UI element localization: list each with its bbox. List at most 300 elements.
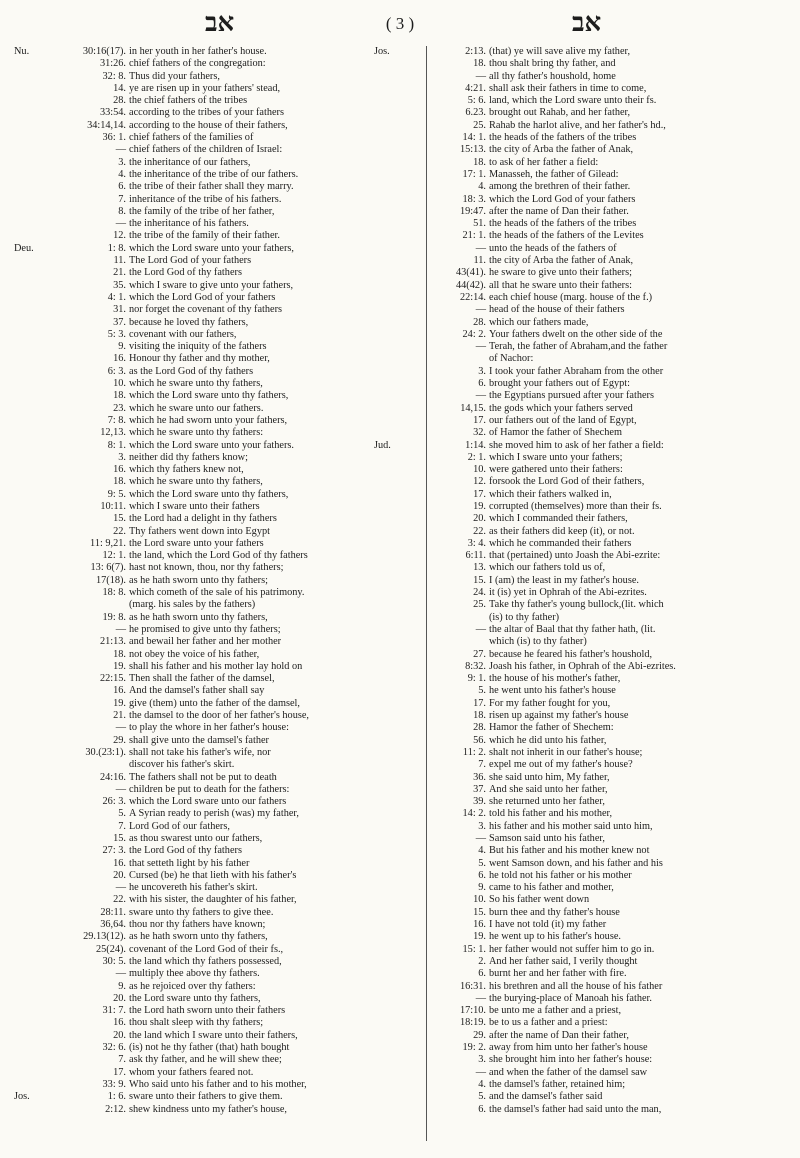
concordance-entry (72, 808, 420, 820)
verse-reference: — (475, 1066, 486, 1078)
verse-reference: 5. (478, 857, 486, 869)
entry-text: shall ask their fathers in time to come, (489, 82, 647, 94)
entry-text: And her father said, I verily thought (489, 955, 638, 967)
verse-reference: 14: 1. (462, 132, 486, 144)
entry-text: and the damsel's father said (489, 1091, 603, 1103)
verse-reference: 17. (473, 414, 486, 426)
concordance-entry (432, 575, 780, 587)
entry-text: Hamor the father of Shechem: (489, 722, 614, 734)
concordance-entry (432, 366, 780, 378)
concordance-entry (432, 526, 780, 538)
entry-text: give (them) unto the father of the damsel, (129, 697, 300, 709)
verse-reference: 6: 3. (107, 365, 126, 377)
concordance-entry (432, 747, 780, 759)
verse-reference: — (115, 783, 126, 795)
verse-reference: 1:14. (465, 439, 486, 451)
entry-text: Thy fathers went down into Egypt (129, 525, 270, 537)
verse-reference: 18: 3. (462, 193, 486, 205)
concordance-entry (72, 415, 420, 427)
entry-text: according to the house of their fathers, (129, 119, 288, 131)
verse-reference: 10:11. (100, 500, 126, 512)
entry-text: away from him unto her father's house (489, 1042, 648, 1054)
concordance-entry (432, 772, 780, 784)
verse-reference: 17:10. (459, 1005, 486, 1017)
verse-reference: 8: 1. (107, 439, 126, 451)
entry-text: she returned unto her father, (489, 796, 605, 808)
verse-reference: — (475, 992, 486, 1004)
concordance-entry (432, 1005, 780, 1017)
concordance-entry (432, 95, 780, 107)
verse-reference: 3. (478, 365, 486, 377)
concordance-entry (72, 157, 420, 169)
concordance-entry (72, 772, 420, 784)
entry-text: as he hath sworn unto thy fathers, (129, 931, 268, 943)
entry-text: ye are risen up in your fathers' stead, (129, 82, 281, 94)
entry-text: sware unto their fathers to give them. (129, 1091, 283, 1103)
entry-text: which the Lord sware unto your fathers, (129, 242, 294, 254)
verse-reference: 1: 6. (107, 1091, 126, 1103)
entry-text: our fathers out of the land of Egypt, (489, 414, 637, 426)
concordance-entry (72, 759, 420, 771)
page-number: ( 3 ) (385, 14, 415, 33)
verse-reference: — (475, 341, 486, 353)
verse-reference: 20. (113, 1029, 126, 1041)
concordance-entry (432, 710, 780, 722)
concordance-entry (432, 181, 780, 193)
entry-text: multiply thee above thy fathers. (129, 968, 260, 980)
entry-text: Rahab the harlot alive, and her father's hd., (489, 119, 666, 131)
entry-text: told his father and his mother, (489, 808, 613, 820)
concordance-entry (14, 46, 420, 58)
verse-reference: 5: 6. (467, 95, 486, 107)
verse-reference: 31:26. (99, 58, 126, 70)
concordance-entry (72, 550, 420, 562)
entry-text: to ask of her father a field: (489, 156, 599, 168)
concordance-entry (72, 612, 420, 624)
concordance-entry (432, 304, 780, 316)
verse-reference: — (475, 304, 486, 316)
verse-reference: 39. (473, 796, 486, 808)
concordance-entry (72, 1104, 420, 1116)
concordance-entry (72, 894, 420, 906)
concordance-entry (72, 710, 420, 722)
concordance-entry (374, 439, 780, 452)
concordance-entry (72, 58, 420, 70)
entry-text: as the Lord God of thy fathers (129, 365, 254, 377)
entry-text: the Egyptians pursued after your fathers (489, 390, 654, 402)
verse-reference: 29.13(12). (83, 931, 126, 943)
entry-text: which he did unto his father, (489, 734, 607, 746)
concordance-entry (72, 181, 420, 193)
entry-text: which I sware unto their fathers (129, 500, 260, 512)
verse-reference: 22. (113, 525, 126, 537)
verse-reference: 15. (473, 574, 486, 586)
entry-text: shall give unto the damsel's father (129, 734, 269, 746)
concordance-entry (432, 476, 780, 488)
verse-reference: 22. (113, 894, 126, 906)
book-abbreviation: Deu. (14, 242, 34, 254)
entry-text: shalt not inherit in our father's house; (489, 746, 643, 758)
verse-reference: 21:13. (99, 636, 126, 648)
concordance-entry (432, 280, 780, 292)
entry-text: of Nachor: (489, 353, 534, 365)
verse-reference: 9. (478, 882, 486, 894)
concordance-entry (432, 931, 780, 943)
concordance-entry (432, 1091, 780, 1103)
entry-text: A Syrian ready to perish (was) my father, (129, 808, 300, 820)
verse-reference: 5. (118, 808, 126, 820)
verse-reference: 28. (473, 316, 486, 328)
entry-text: which he sware unto thy fathers, (129, 378, 263, 390)
entry-text: as he hath sworn unto thy fathers; (129, 574, 268, 586)
verse-reference: 6. (478, 968, 486, 980)
concordance-entry (432, 550, 780, 562)
entry-text: be to us a father and a priest: (489, 1017, 608, 1029)
verse-reference: 12. (113, 230, 126, 242)
entry-text: all thy father's houshold, home (489, 70, 616, 82)
concordance-entry (72, 599, 420, 611)
entry-text: head of the house of their fathers (489, 304, 625, 316)
concordance-entry (72, 944, 420, 956)
verse-reference: 4. (478, 845, 486, 857)
concordance-entry (432, 735, 780, 747)
verse-reference: 15: 1. (462, 943, 486, 955)
entry-text: as thou swarest unto our fathers, (129, 833, 263, 844)
entry-text: according to the tribes of your fathers (129, 107, 284, 119)
entry-text: shew kindness unto my father's house, (129, 1103, 288, 1115)
concordance-entry (72, 858, 420, 870)
concordance-entry (72, 1030, 420, 1042)
verse-reference: 56. (473, 734, 486, 746)
concordance-entry (432, 501, 780, 513)
entry-text: nor forget the covenant of thy fathers (129, 304, 283, 316)
entry-text: Joash his father, in Ophrah of the Abi-ezrites. (489, 660, 676, 672)
verse-reference: 32. (473, 427, 486, 439)
entry-text: which thy fathers knew not, (129, 464, 244, 476)
concordance-entry (432, 685, 780, 697)
verse-reference: 19: 2. (462, 1042, 486, 1054)
verse-reference: 19. (113, 697, 126, 709)
verse-reference: 21. (113, 267, 126, 279)
concordance-entry (432, 661, 780, 673)
verse-reference: 16. (113, 1017, 126, 1029)
concordance-entry (432, 612, 780, 624)
book-abbreviation: Jud. (374, 439, 391, 451)
concordance-entry (72, 501, 420, 513)
entry-text: visiting the iniquity of the fathers (129, 341, 267, 353)
concordance-entry (432, 267, 780, 279)
entry-text: land, which the Lord sware unto their fs. (489, 95, 657, 107)
concordance-entry (72, 267, 420, 279)
concordance-entry (72, 870, 420, 882)
verse-reference: 21. (113, 710, 126, 722)
verse-reference: 3. (118, 156, 126, 168)
verse-reference: 4. (118, 168, 126, 180)
entry-text: the heads of the fathers of the Levites (489, 230, 644, 242)
verse-reference: 18: 8. (102, 587, 126, 599)
concordance-entry (432, 1067, 780, 1079)
verse-reference: 4. (478, 181, 486, 193)
entry-text: which he had sworn unto your fathers, (129, 414, 288, 426)
verse-reference: 30: 5. (102, 955, 126, 967)
entry-text: the burying-place of Manoah his father. (489, 992, 652, 1004)
entry-text: that (pertained) unto Joash the Abi-ezrite: (489, 550, 661, 562)
concordance-entry (72, 1054, 420, 1066)
concordance-entry (432, 1079, 780, 1091)
verse-reference: 25(24). (95, 943, 126, 955)
entry-text: So his father went down (489, 894, 590, 906)
entry-text: the land which I sware unto their fathers, (129, 1029, 298, 1041)
concordance-entry (432, 378, 780, 390)
verse-reference: 13: 6(7). (90, 562, 126, 574)
entry-text: which our fathers made, (489, 316, 589, 328)
concordance-entry (432, 107, 780, 119)
entry-text: which he sware unto thy fathers, (129, 476, 263, 488)
entry-text: which I sware unto your fathers; (489, 451, 623, 463)
entry-text: because he loved thy fathers, (129, 316, 249, 328)
verse-reference: 18. (113, 648, 126, 660)
concordance-entry (72, 796, 420, 808)
verse-reference: — (475, 390, 486, 402)
concordance-entry (72, 206, 420, 218)
concordance-entry (432, 882, 780, 894)
concordance-entry (432, 993, 780, 1005)
concordance-entry (432, 722, 780, 734)
concordance-entry (432, 894, 780, 906)
concordance-entry (432, 169, 780, 181)
entry-text: chief fathers of the families of (129, 132, 254, 144)
concordance-entry (72, 120, 420, 132)
concordance-entry (72, 218, 420, 230)
concordance-entry (432, 230, 780, 242)
verse-reference: 3. (118, 451, 126, 463)
concordance-entry (72, 698, 420, 710)
concordance-entry (72, 747, 420, 759)
verse-reference: 11. (473, 255, 486, 267)
concordance-entry (432, 464, 780, 476)
entry-text: corrupted (themselves) more than their fs. (489, 500, 662, 512)
entry-text: among the brethren of their father. (489, 181, 631, 193)
concordance-entry (72, 194, 420, 206)
entry-text: the inheritance of his fathers. (129, 218, 249, 230)
entry-text: the damsel to the door of her father's house, (129, 710, 309, 722)
verse-reference: 19: 8. (102, 611, 126, 623)
concordance-entry (432, 513, 780, 525)
verse-reference: 23. (113, 402, 126, 414)
concordance-entry (72, 230, 420, 242)
concordance-entry (72, 403, 420, 415)
book-abbreviation: Jos. (374, 46, 390, 57)
entry-text: burn thee and thy father's house (489, 906, 620, 918)
concordance-entry (72, 562, 420, 574)
verse-reference: 15:13. (459, 144, 486, 156)
concordance-entry (72, 735, 420, 747)
concordance-entry (72, 685, 420, 697)
entry-text: be unto me a father and a priest, (489, 1005, 622, 1017)
verse-reference: 2:12. (105, 1103, 126, 1115)
verse-reference: 16. (113, 353, 126, 365)
entry-text: Terah, the father of Abraham,and the father (489, 341, 668, 353)
verse-reference: 27: 3. (102, 845, 126, 857)
entry-text: his father and his mother said unto him, (489, 820, 653, 832)
entry-text: the Lord sware unto thy fathers, (129, 992, 261, 1004)
concordance-entry (432, 415, 780, 427)
entry-text: in her youth in her father's house. (129, 46, 267, 57)
concordance-entry (72, 821, 420, 833)
entry-text: which their fathers walked in, (489, 488, 612, 500)
entry-text: after the name of Dan their father, (489, 1029, 629, 1041)
verse-reference: 7: 8. (107, 414, 126, 426)
verse-reference: 19:47. (459, 205, 486, 217)
verse-reference: 25. (473, 119, 486, 131)
verse-reference: 11: 2. (462, 746, 486, 758)
concordance-entry (432, 796, 780, 808)
verse-reference: 16. (113, 685, 126, 697)
concordance-entry (72, 489, 420, 501)
entry-text: Then shall the father of the damsel, (129, 673, 275, 685)
verse-reference: 9: 1. (467, 673, 486, 685)
concordance-entry (72, 722, 420, 734)
concordance-entry (432, 329, 780, 341)
verse-reference: 11: 9,21. (90, 537, 126, 549)
verse-reference: 36. (473, 771, 486, 783)
concordance-entry (14, 242, 420, 255)
entry-text: which I commanded their fathers, (489, 513, 628, 525)
entry-text: the Lord hath sworn unto their fathers (129, 1005, 286, 1017)
entry-text: brought your fathers out of Egypt: (489, 378, 630, 390)
entry-text: thou nor thy fathers have known; (129, 919, 266, 931)
verse-reference: 2: 1. (467, 451, 486, 463)
concordance-entry (72, 317, 420, 329)
concordance-entry (432, 698, 780, 710)
concordance-entry (432, 808, 780, 820)
concordance-entry (72, 636, 420, 648)
entry-text: But his father and his mother knew not (489, 845, 650, 857)
concordance-entry (72, 366, 420, 378)
verse-reference: 5: 3. (107, 328, 126, 340)
concordance-entry (72, 95, 420, 107)
verse-reference: 6. (118, 181, 126, 193)
verse-reference: 29. (473, 1029, 486, 1041)
entry-text: ask thy father, and he will shew thee; (129, 1054, 282, 1066)
columns (14, 46, 780, 1151)
verse-reference: 18. (473, 58, 486, 70)
concordance-entry (432, 243, 780, 255)
verse-reference: 11. (113, 255, 126, 267)
concordance-entry (432, 673, 780, 685)
entry-text: his brethren and all the house of his father (489, 980, 663, 992)
entry-text: not obey the voice of his father, (129, 648, 260, 660)
hebrew-heading-left: אב (205, 8, 235, 38)
entry-text: the heads of the fathers of the tribes (489, 218, 637, 230)
concordance-entry (432, 1017, 780, 1029)
verse-reference: 20. (473, 513, 486, 525)
verse-reference: 29. (113, 734, 126, 746)
concordance-entry (432, 1054, 780, 1066)
concordance-entry (432, 452, 780, 464)
verse-reference: 24:16. (99, 771, 126, 783)
entry-text: whom your fathers feared not. (129, 1066, 254, 1078)
concordance-entry (432, 1104, 780, 1116)
verse-reference: — (115, 623, 126, 635)
entry-text: inheritance of the tribe of his fathers. (129, 193, 282, 205)
verse-reference: — (115, 882, 126, 894)
verse-reference: 37. (113, 316, 126, 328)
entry-text: her father would not suffer him to go in. (489, 943, 655, 955)
verse-reference: 15. (473, 906, 486, 918)
concordance-entry (432, 649, 780, 661)
concordance-entry (432, 821, 780, 833)
verse-reference: 6:11. (465, 550, 486, 562)
concordance-entry (432, 538, 780, 550)
verse-reference: 15. (113, 513, 126, 525)
verse-reference: — (475, 623, 486, 635)
entry-text: The Lord God of your fathers (129, 255, 252, 267)
entry-text: which he commanded their fathers (489, 537, 632, 549)
entry-text: the house of his mother's father, (489, 673, 621, 685)
concordance-entry (72, 452, 420, 464)
verse-reference: 6. (478, 869, 486, 881)
verse-reference: 17. (473, 488, 486, 500)
concordance-entry (72, 956, 420, 968)
verse-reference: 22:14. (459, 291, 486, 303)
verse-reference: 14: 2. (462, 808, 486, 820)
verse-reference: 24. (473, 587, 486, 599)
left-column (14, 46, 420, 1151)
concordance-entry (432, 587, 780, 599)
verse-reference: 10. (473, 894, 486, 906)
concordance-entry (72, 255, 420, 267)
concordance-entry (72, 169, 420, 181)
concordance-entry (432, 341, 780, 353)
concordance-entry (432, 833, 780, 845)
concordance-entry (432, 255, 780, 267)
verse-reference: 51. (473, 218, 486, 230)
verse-reference: 6. (478, 378, 486, 390)
entry-text: as their fathers did keep (it), or not. (489, 525, 635, 537)
hebrew-heading-right: אב (572, 8, 602, 38)
verse-reference: 4:21. (465, 82, 486, 94)
concordance-entry (72, 784, 420, 796)
concordance-entry (72, 538, 420, 550)
concordance-entry (72, 132, 420, 144)
verse-reference: 27. (473, 648, 486, 660)
verse-reference: 2:13. (465, 46, 486, 57)
verse-reference: 22:15. (99, 673, 126, 685)
concordance-entry (72, 71, 420, 83)
entry-text: the inheritance of the tribe of our fathers. (129, 168, 299, 180)
entry-text: unto the heads of the fathers of (489, 242, 617, 254)
verse-reference: 5. (478, 685, 486, 697)
verse-reference: 30:16(17). (82, 46, 126, 57)
concordance-entry (72, 526, 420, 538)
entry-text: brought out Rahab, and her father, (489, 107, 631, 119)
verse-reference: 4: 1. (107, 291, 126, 303)
concordance-entry (432, 427, 780, 439)
concordance-entry (432, 968, 780, 980)
entry-text: the damsel's father had said unto the man, (489, 1103, 662, 1115)
concordance-entry (72, 907, 420, 919)
entry-text: came to his father and mother, (489, 882, 614, 894)
concordance-entry (432, 218, 780, 230)
concordance-entry (72, 107, 420, 119)
concordance-entry (432, 71, 780, 83)
entry-text: the city of Arba the father of Anak, (489, 144, 634, 156)
verse-reference: 34:14,14. (87, 119, 126, 131)
entry-text: the Lord sware unto your fathers (129, 537, 264, 549)
entry-text: the tribe of their father shall they marry. (129, 181, 294, 193)
entry-text: the heads of the fathers of the tribes (489, 132, 637, 144)
